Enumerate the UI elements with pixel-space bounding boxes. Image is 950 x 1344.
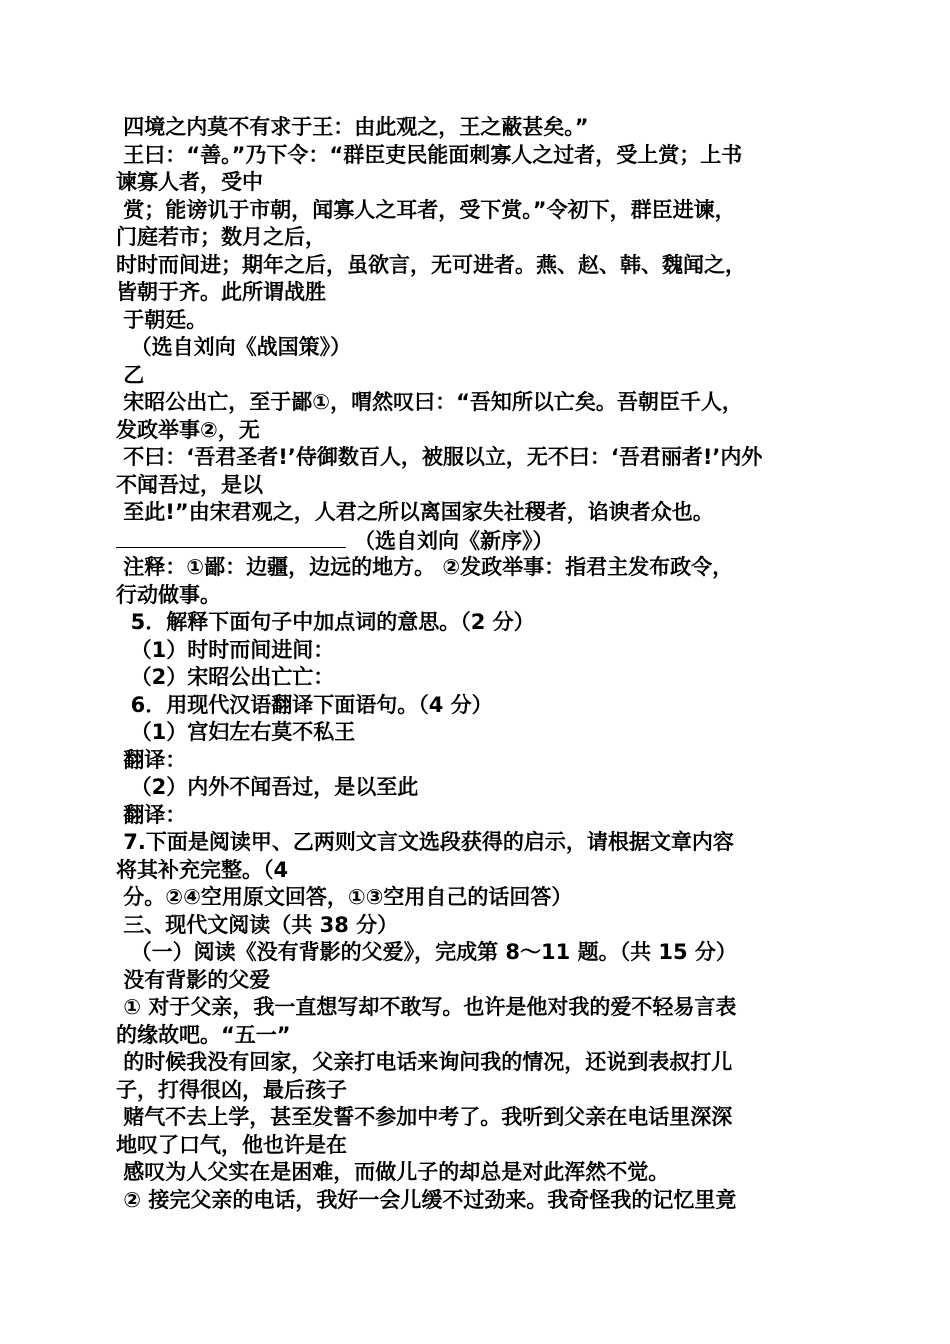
- text-line: 的时候我没有回家，父亲打电话来询问我的情况，还说到表叔打儿: [116, 1050, 733, 1074]
- text-line: 乙: [116, 362, 145, 387]
- text-line: 翻译：: [116, 747, 187, 772]
- source-text: （选自刘向《新序》）: [354, 528, 554, 553]
- question-6: 6．用现代汉语翻译下面语句。（4 分）: [116, 692, 493, 717]
- text-line: 宋昭公出亡，至于鄙①，喟然叹曰：“吾知所以亡矣。吾朝臣千人，: [116, 390, 743, 414]
- text-line: 分。②④空用原文回答，①③空用自己的话回答）: [116, 885, 573, 909]
- text-line: 谏寡人者，受中: [116, 170, 263, 194]
- text-line: 王曰：“善。”乃下令：“群臣吏民能面刺寡人之过者，受上赏；上书: [116, 142, 743, 167]
- article-title: 没有背影的父爱: [116, 967, 271, 992]
- text-line: （1）时时而间进间：: [116, 637, 335, 662]
- text-line: ① 对于父亲，我一直想写却不敢写。也许是他对我的爱不轻易言表: [116, 995, 737, 1019]
- text-line: 门庭若市；数月之后，: [116, 225, 326, 249]
- text-line: 不闻吾过，是以: [116, 472, 263, 497]
- text-line: 感叹为人父实在是困难，而做儿子的却总是对此浑然不觉。: [116, 1160, 670, 1184]
- text-line: 时时而间进；期年之后，虽欲言，无可进者。燕、赵、韩、魏闻之，: [116, 252, 746, 277]
- question-7: 7.下面是阅读甲、乙两则文言文选段获得的启示，请根据文章内容: [116, 830, 734, 854]
- text-line: 的缘故吧。“五一”: [116, 1022, 291, 1047]
- text-line: 地叹了口气，他也许是在: [116, 1132, 347, 1157]
- text-line: 将其补充完整。（4: [116, 857, 289, 882]
- text-line: 子，打得很凶，最后孩子: [116, 1077, 347, 1102]
- text-line: （2）宋昭公出亡亡：: [116, 665, 335, 689]
- blank-underline: [116, 527, 346, 548]
- text-line: （1）宫妇左右莫不私王: [116, 720, 356, 744]
- text-line: 四境之内莫不有求于王：由此观之，王之蔽甚矣。”: [116, 115, 589, 139]
- text-line: 注释：①鄙：边疆，边远的地方。 ②发政举事：指君主发布政令，: [116, 555, 734, 579]
- text-line: 行动做事。: [116, 582, 221, 607]
- text-line: 翻译：: [116, 802, 187, 827]
- text-line: 赌气不去上学，甚至发誓不参加中考了。我听到父亲在电话里深深: [116, 1105, 733, 1129]
- text-line: 至此!”由宋君观之，人君之所以离国家失社稷者，谄谀者众也。: [116, 500, 714, 524]
- text-line: （选自刘向《战国策》）: [116, 335, 352, 359]
- question-5: 5．解释下面句子中加点词的意思。（2 分）: [116, 610, 535, 634]
- text-line: （2）内外不闻吾过，是以至此: [116, 775, 419, 799]
- source-line: [116, 527, 836, 555]
- text-line: ② 接完父亲的电话，我好一会儿缓不过劲来。我奇怪我的记忆里竟: [116, 1187, 737, 1212]
- text-line: 发政举事②，无: [116, 417, 260, 442]
- text-line: 皆朝于齐。此所谓战胜: [116, 280, 326, 304]
- text-line: 不曰：‘吾君圣者!’侍御数百人，被服以立，无不曰：‘吾君丽者!’内外: [116, 445, 763, 469]
- text-line: 赏；能谤讥于市朝，闻寡人之耳者，受下赏。”令初下，群臣进谏，: [116, 197, 736, 222]
- text-line: （一）阅读《没有背影的父爱》，完成第 8～11 题。（共 15 分）: [116, 940, 737, 964]
- section-heading: 三、现代文阅读（共 38 分）: [116, 912, 399, 937]
- document-page: [116, 114, 836, 1214]
- text-line: 于朝廷。: [116, 307, 208, 332]
